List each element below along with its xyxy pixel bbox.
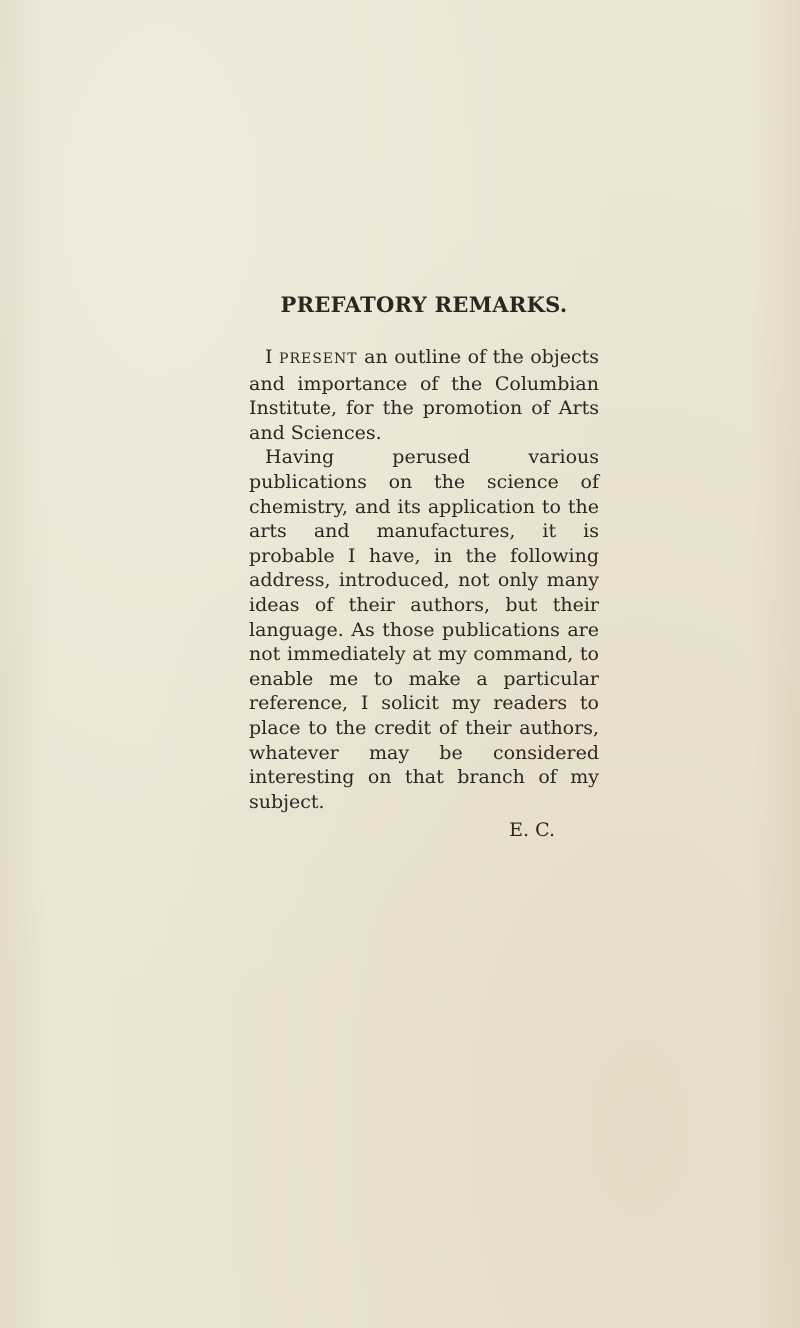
author-signature: E. C. [509,819,555,842]
lead-word: PRESENT [279,351,358,367]
prefatory-text-block [249,294,599,842]
paragraph-intro-text: an outline of the objects and importance of the Columbian Institute, for the promotion of Arts and Sciences. [249,346,600,444]
paragraph-intro [249,345,599,445]
drop-letter: I [265,346,273,368]
paragraph-body: Having perused various publications on the science of chemistry, and its application to the arts and manufactures, it is probable I have, in the following address, introduced, not only many ideas of their authors, but their language. As those publications are not immediately at my command, to enable me to make a particular reference, I solicit my readers to place to the credit of their authors, whatever may be considered interesting on that branch of my subject. [249,446,599,813]
page-title: PREFATORY REMARKS. [280,292,568,317]
